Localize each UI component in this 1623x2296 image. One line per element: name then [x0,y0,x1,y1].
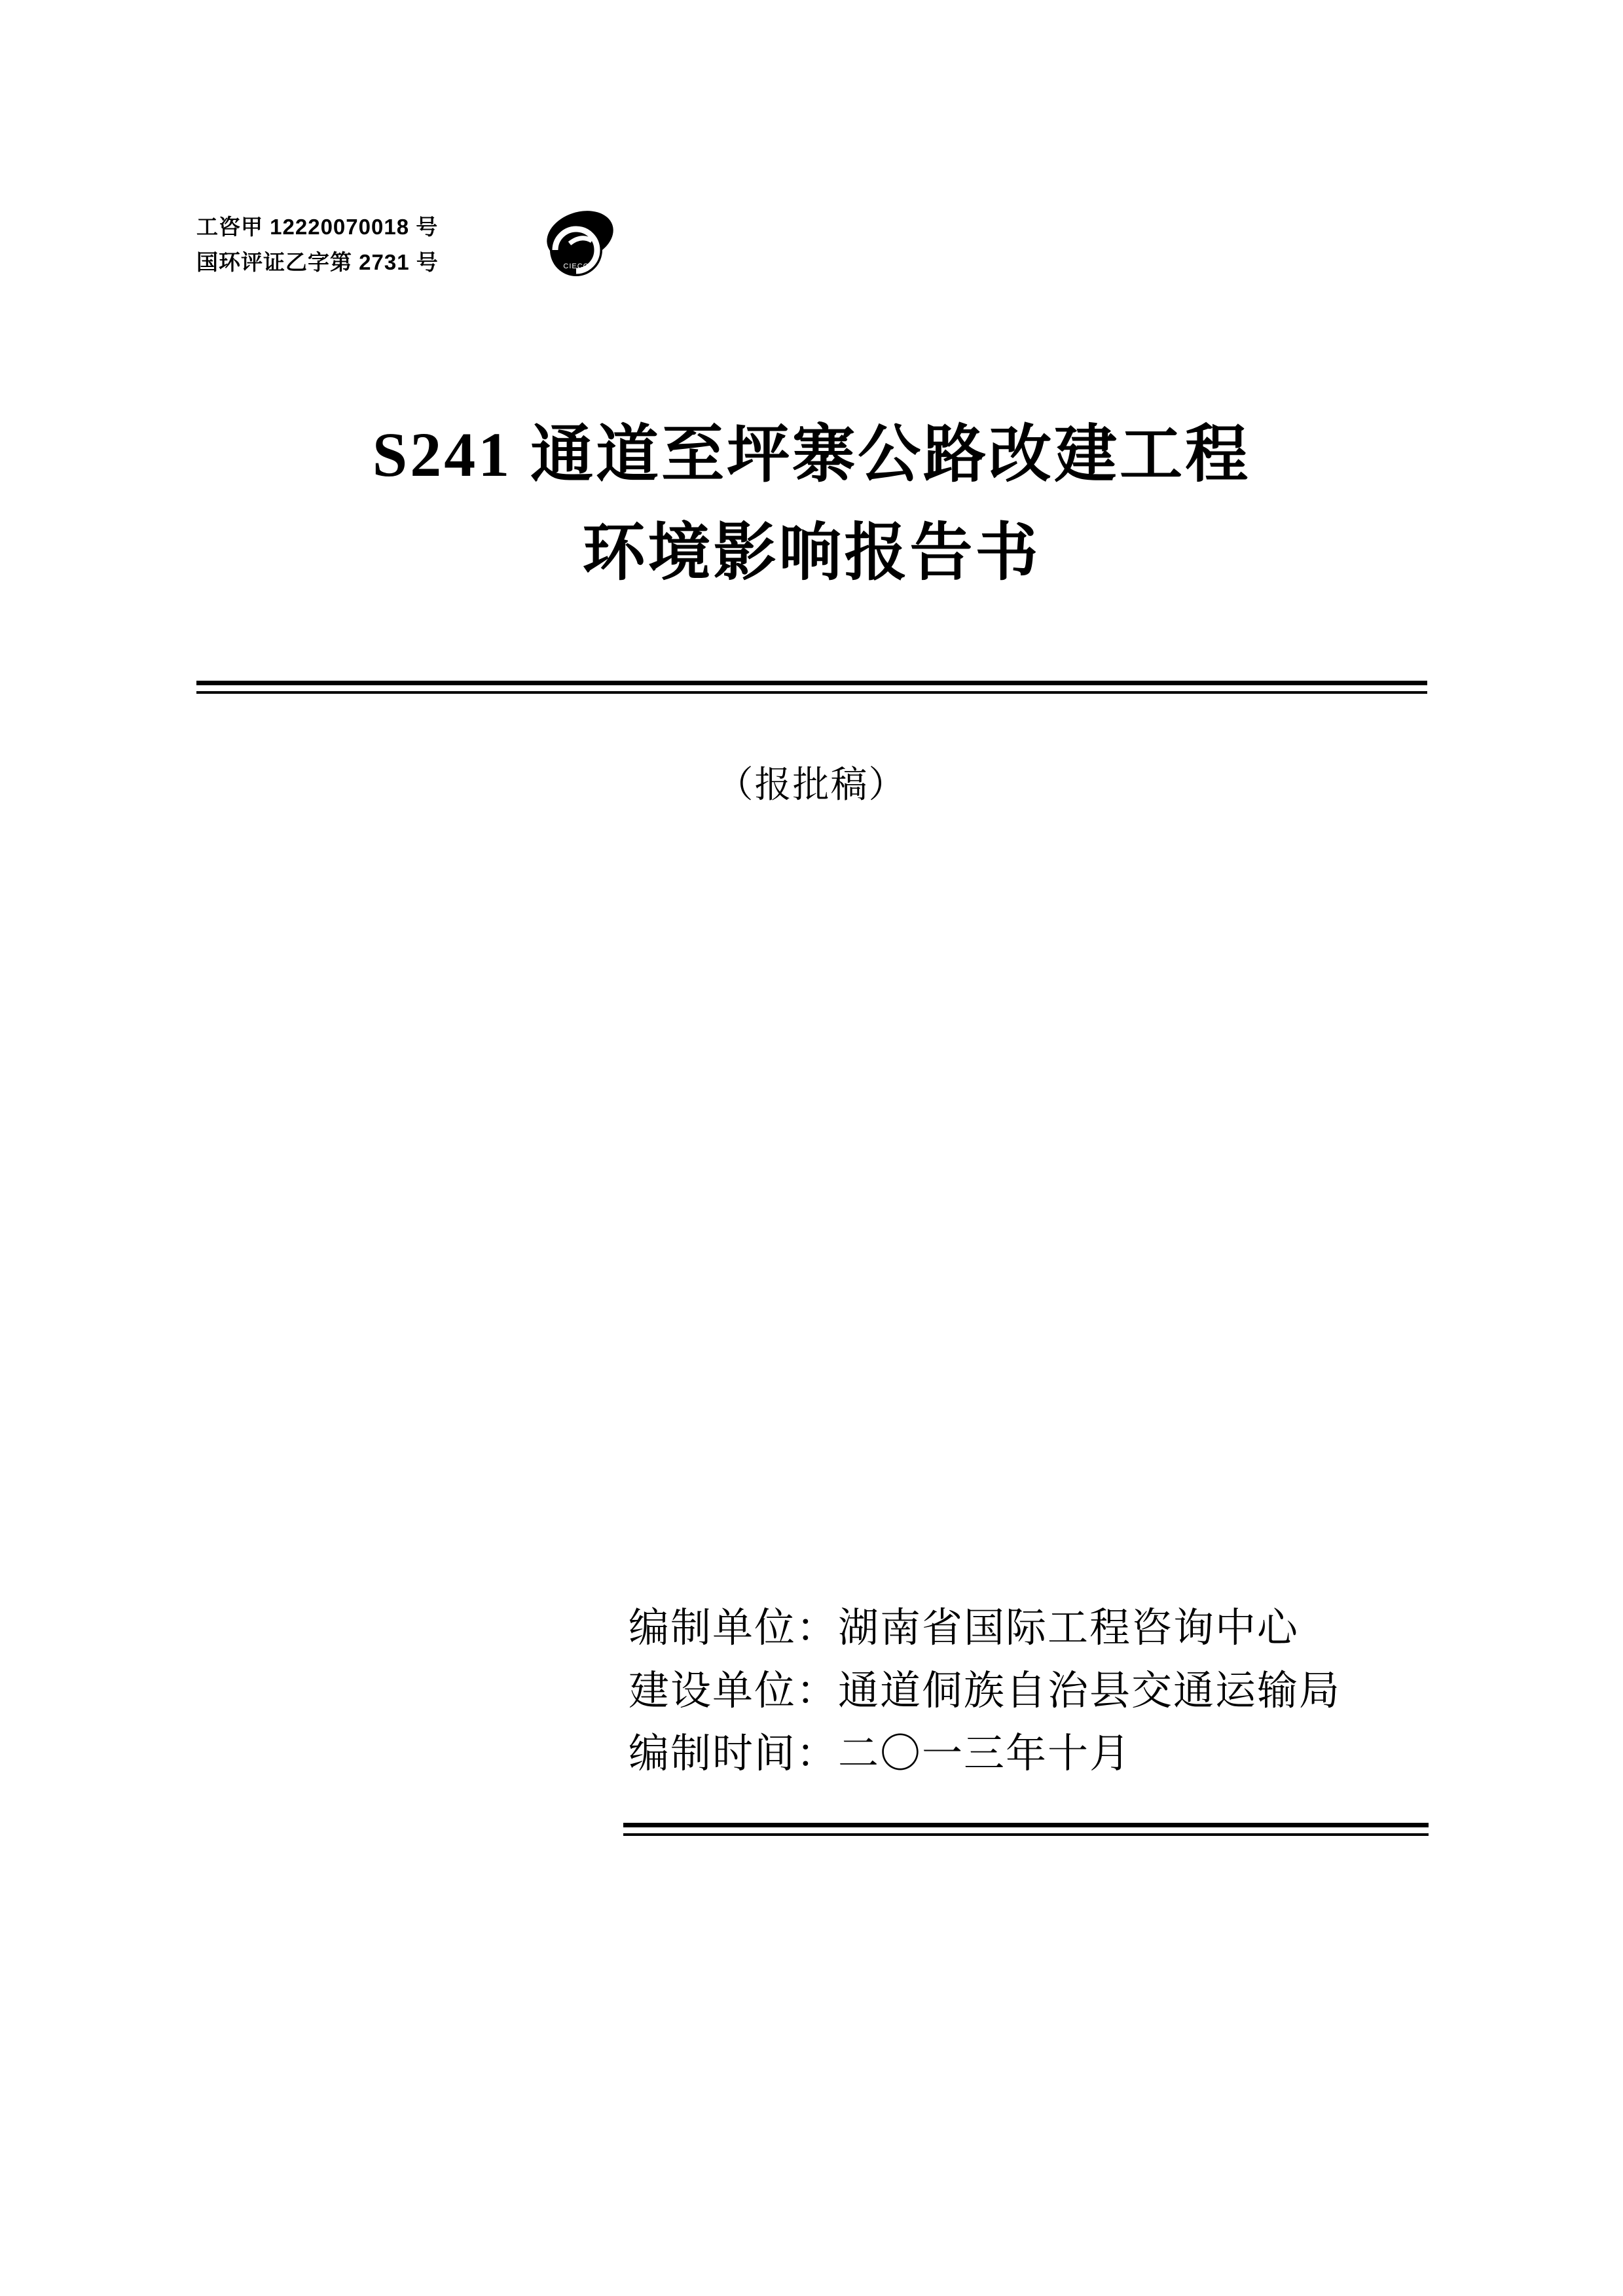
title-divider [196,681,1427,694]
institute-logo-icon [536,209,617,283]
page-title [0,406,1623,602]
meta-value-builder: 通道侗族自治县交通运输局 [838,1669,1341,1713]
footer-divider [623,1823,1429,1836]
footer-divider-line-thin [623,1833,1429,1836]
document-meta-block [629,1597,1453,1785]
meta-row-date [629,1723,1453,1785]
document-subtitle: （报批稿） [716,765,907,806]
meta-label-builder: 建设单位： [629,1669,839,1713]
title-divider-line-thin [196,691,1427,694]
meta-label-preparer: 编制单位： [629,1606,839,1651]
certification-number-2: 国环评证乙字第 2731 号 [196,250,439,274]
meta-row-builder [629,1660,1453,1723]
footer-divider-line-thick [623,1823,1429,1827]
svg-text:CIECC: CIECC [563,262,589,270]
meta-value-date: 二〇一三年十月 [838,1732,1132,1776]
title-divider-line-thick [196,681,1427,685]
certification-number-1: 工咨甲 12220070018 号 [196,215,439,239]
title-line-2: 环境影响报告书 [582,518,1041,588]
meta-row-preparer [629,1597,1453,1660]
meta-label-date: 编制时间： [629,1732,839,1776]
meta-value-preparer: 湖南省国际工程咨询中心 [838,1606,1300,1651]
title-line-1: S241 通道至坪寨公路改建工程 [372,420,1251,490]
